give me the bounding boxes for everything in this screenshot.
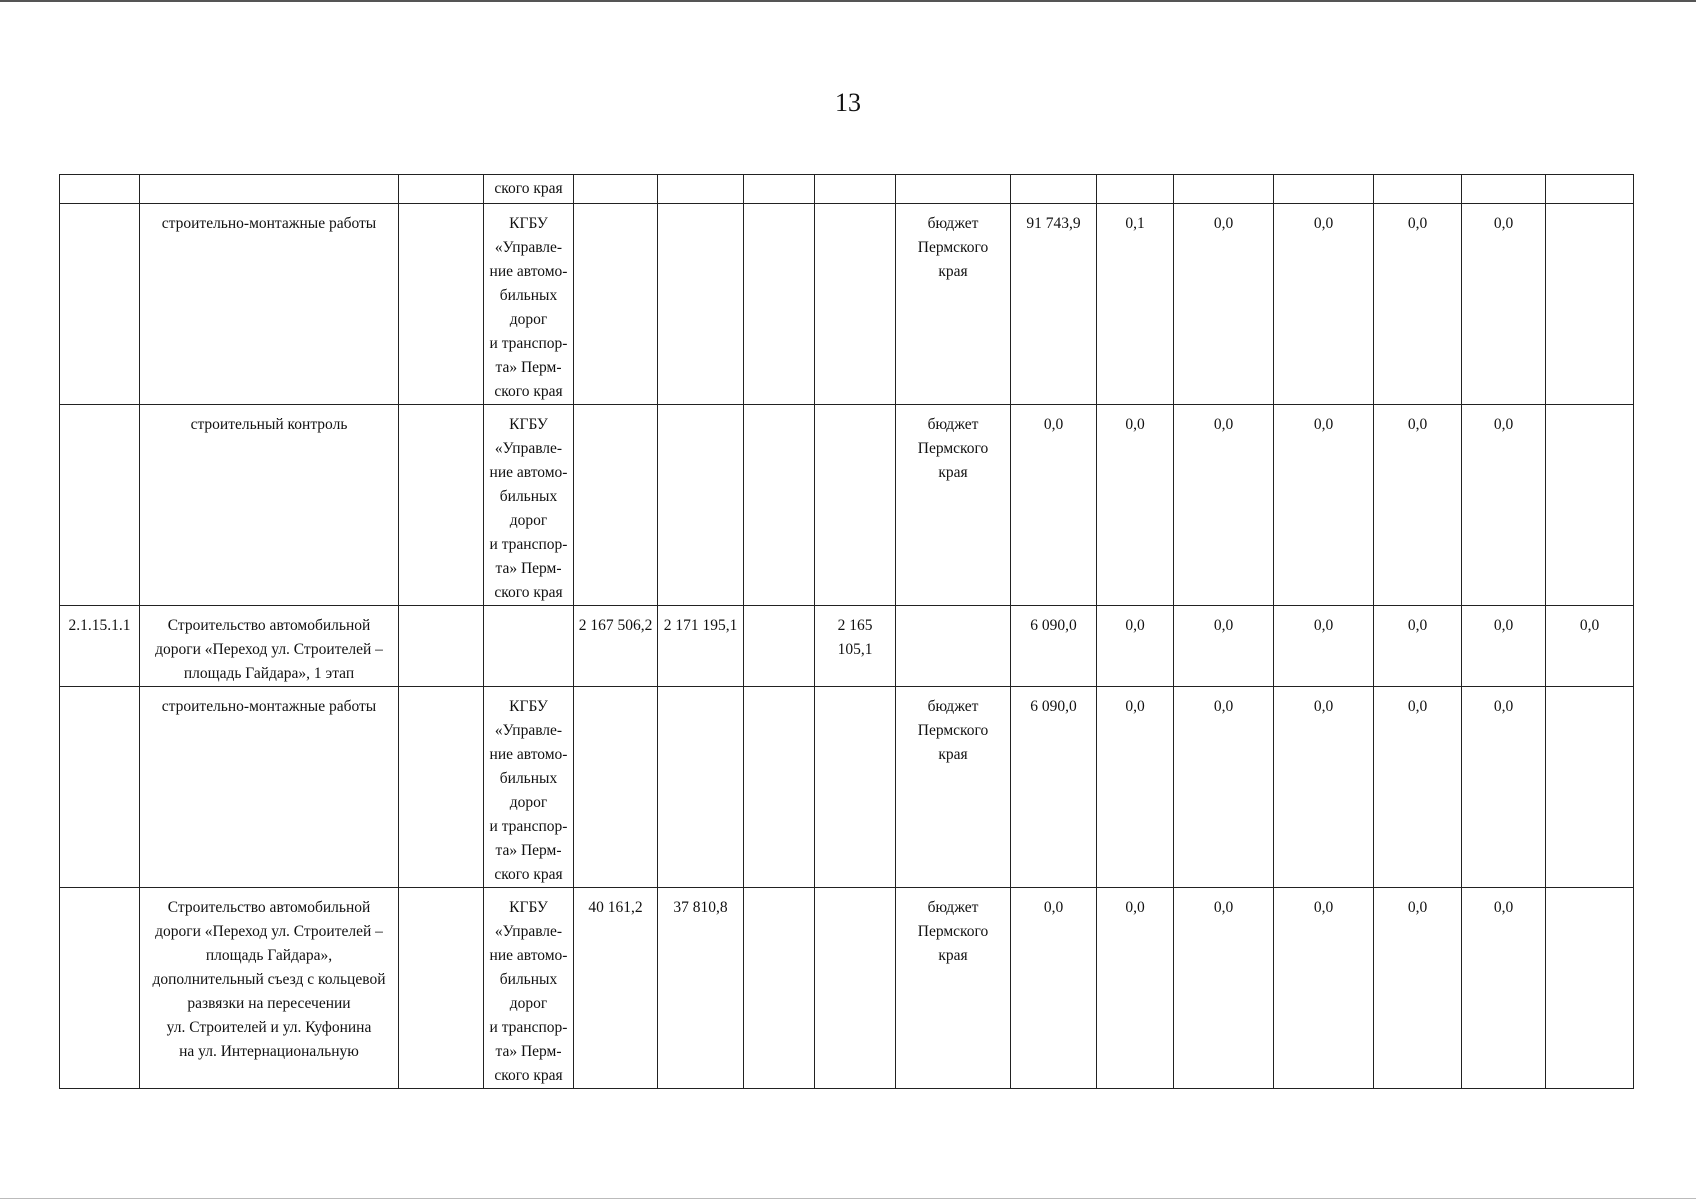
table-cell: 0,0 [1174, 687, 1274, 888]
table-cell [60, 175, 140, 204]
table-cell [399, 175, 484, 204]
table-cell: 0,0 [1462, 405, 1546, 606]
table-cell [658, 687, 744, 888]
table-cell: 0,0 [1374, 888, 1462, 1089]
table-cell [574, 204, 658, 405]
table-cell [1546, 405, 1634, 606]
table-cell [1546, 175, 1634, 204]
table-cell [574, 405, 658, 606]
table-cell [1097, 175, 1174, 204]
table-cell: 2.1.15.1.1 [60, 606, 140, 687]
table-row [60, 204, 1634, 405]
table-cell: 0,0 [1174, 888, 1274, 1089]
table-cell: 0,0 [1274, 606, 1374, 687]
table-cell [744, 687, 815, 888]
table-cell: 0,0 [1374, 606, 1462, 687]
table-cell: Строительство автомобильной дороги «Переход ул. Строителей – площадь Гайдара», дополнительный съезд с кольцевой развязки на пересечении ул. Строителей и ул. Куфонина на ул. Интернациональную [140, 888, 399, 1089]
table-cell [60, 687, 140, 888]
table-cell: 0,0 [1097, 606, 1174, 687]
table-cell [815, 204, 896, 405]
table-cell: 40 161,2 [574, 888, 658, 1089]
budget-table [59, 174, 1634, 1089]
page-number: 13 [835, 88, 861, 117]
table-cell: строительно-монтажные работы [140, 204, 399, 405]
table-cell: ского края [484, 175, 574, 204]
table-cell: 0,1 [1097, 204, 1174, 405]
table-cell [1274, 175, 1374, 204]
table-cell [60, 405, 140, 606]
table-cell: 6 090,0 [1011, 687, 1097, 888]
table-cell: 0,0 [1097, 687, 1174, 888]
table-cell: 0,0 [1546, 606, 1634, 687]
table-cell [1011, 175, 1097, 204]
table-cell: 0,0 [1462, 687, 1546, 888]
table-cell: 0,0 [1174, 204, 1274, 405]
table-cell: 0,0 [1174, 606, 1274, 687]
table-cell [1546, 687, 1634, 888]
table-cell [658, 204, 744, 405]
table-row [60, 175, 1634, 204]
table-cell: Строительство автомобильной дороги «Переход ул. Строителей – площадь Гайдара», 1 этап [140, 606, 399, 687]
table-cell [815, 405, 896, 606]
table-cell [815, 687, 896, 888]
table-cell [140, 175, 399, 204]
table-cell [658, 405, 744, 606]
table-cell [399, 606, 484, 687]
table-cell [399, 888, 484, 1089]
table-cell: 0,0 [1274, 204, 1374, 405]
table-cell: 0,0 [1374, 204, 1462, 405]
table-body [60, 175, 1634, 1089]
table-cell: 0,0 [1274, 687, 1374, 888]
table-cell: бюджет Пермского края [896, 405, 1011, 606]
table-cell [60, 888, 140, 1089]
table-cell [1546, 204, 1634, 405]
table-cell: 0,0 [1374, 687, 1462, 888]
table-cell [399, 405, 484, 606]
table-row [60, 687, 1634, 888]
table-cell [1462, 175, 1546, 204]
table-cell: строительный контроль [140, 405, 399, 606]
table-cell [1374, 175, 1462, 204]
table-cell: бюджет Пермского края [896, 888, 1011, 1089]
table-cell: 37 810,8 [658, 888, 744, 1089]
table-cell [744, 888, 815, 1089]
table-cell: 0,0 [1097, 405, 1174, 606]
page-top-edge [0, 0, 1696, 2]
table-cell: 6 090,0 [1011, 606, 1097, 687]
table-cell: строительно-монтажные работы [140, 687, 399, 888]
table-cell: 0,0 [1274, 405, 1374, 606]
table-cell [574, 175, 658, 204]
table-cell: КГБУ «Управле- ние автомо- бильных дорог и транспор- та» Перм- ского края [484, 204, 574, 405]
table-cell [744, 175, 815, 204]
table-cell [399, 687, 484, 888]
table-cell: 0,0 [1274, 888, 1374, 1089]
table-cell [744, 405, 815, 606]
table-cell: 2 167 506,2 [574, 606, 658, 687]
table-cell [896, 175, 1011, 204]
table-cell: 0,0 [1374, 405, 1462, 606]
table-cell [574, 687, 658, 888]
table-cell: 0,0 [1462, 204, 1546, 405]
table-cell [658, 175, 744, 204]
table-cell: 0,0 [1097, 888, 1174, 1089]
table-cell: 91 743,9 [1011, 204, 1097, 405]
table-cell: 0,0 [1174, 405, 1274, 606]
table-cell [815, 175, 896, 204]
page-bottom-edge [0, 1198, 1696, 1199]
table-cell [1546, 888, 1634, 1089]
table-cell: КГБУ «Управле- ние автомо- бильных дорог и транспор- та» Перм- ского края [484, 405, 574, 606]
table-cell [744, 204, 815, 405]
table-cell [1174, 175, 1274, 204]
table-cell [744, 606, 815, 687]
table-cell: бюджет Пермского края [896, 687, 1011, 888]
table-row [60, 405, 1634, 606]
table-cell: 2 165 105,1 [815, 606, 896, 687]
table-cell [896, 606, 1011, 687]
table-cell [60, 204, 140, 405]
table-row [60, 606, 1634, 687]
table-cell: 0,0 [1462, 606, 1546, 687]
table-cell [815, 888, 896, 1089]
table-cell: 0,0 [1011, 888, 1097, 1089]
table-cell: КГБУ «Управле- ние автомо- бильных дорог и транспор- та» Перм- ского края [484, 687, 574, 888]
table-row [60, 888, 1634, 1089]
table-cell [484, 606, 574, 687]
table-cell [399, 204, 484, 405]
table-cell: КГБУ «Управле- ние автомо- бильных дорог и транспор- та» Перм- ского края [484, 888, 574, 1089]
table-cell: 2 171 195,1 [658, 606, 744, 687]
table-cell: 0,0 [1011, 405, 1097, 606]
table-cell: 0,0 [1462, 888, 1546, 1089]
table-cell: бюджет Пермского края [896, 204, 1011, 405]
